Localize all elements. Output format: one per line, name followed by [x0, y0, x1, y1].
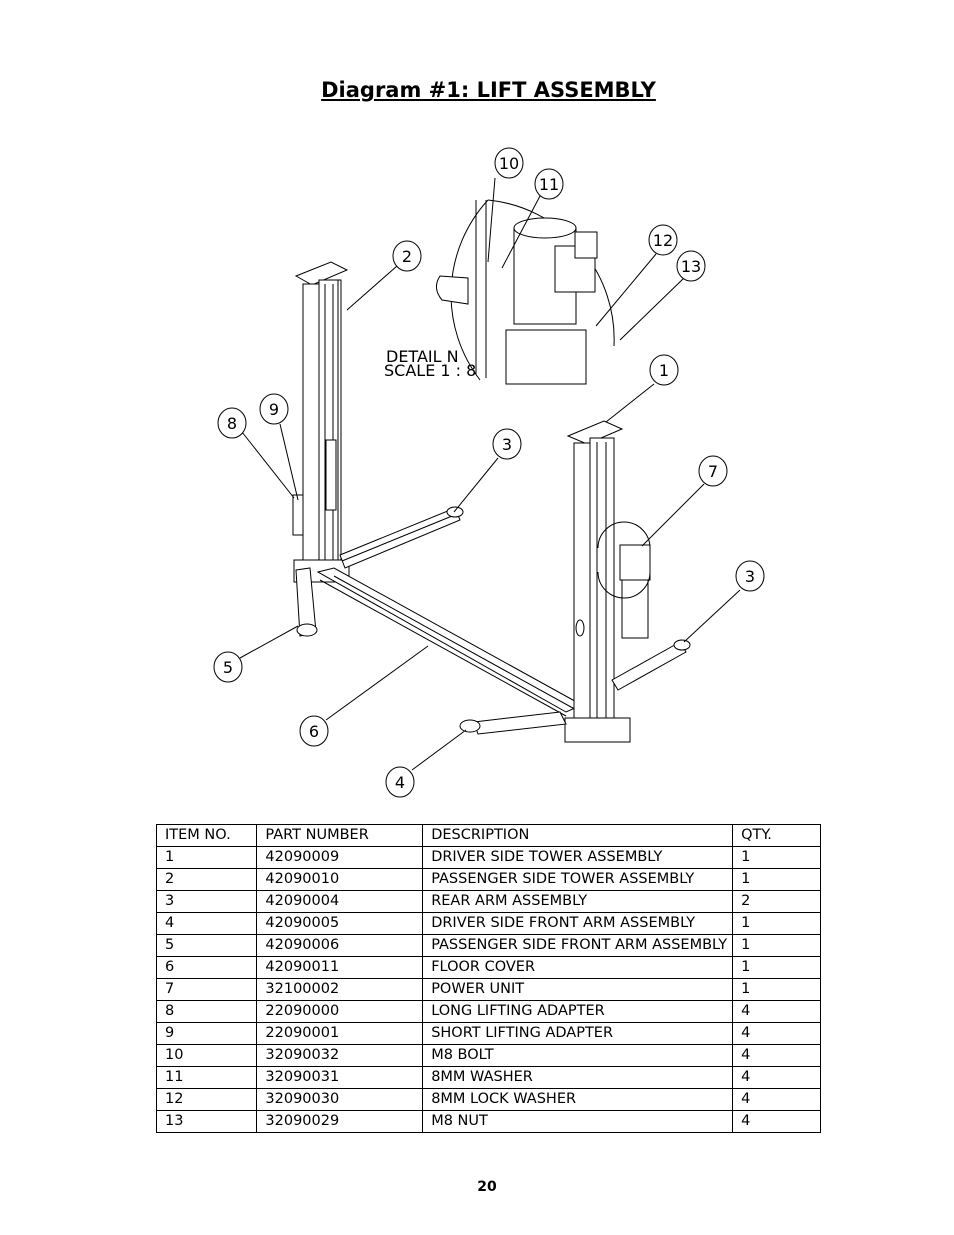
driver-side-tower — [565, 421, 630, 742]
cell-qty: 4 — [733, 1023, 821, 1045]
svg-text:3: 3 — [501, 435, 513, 454]
cell-item: 4 — [157, 913, 257, 935]
cell-qty: 2 — [733, 891, 821, 913]
cell-item: 9 — [157, 1023, 257, 1045]
cell-part: 32090032 — [257, 1045, 423, 1067]
header-description: DESCRIPTION — [423, 825, 733, 847]
header-qty: QTY. — [733, 825, 821, 847]
cell-part: 22090000 — [257, 1001, 423, 1023]
cell-part: 22090001 — [257, 1023, 423, 1045]
cell-desc: DRIVER SIDE TOWER ASSEMBLY — [423, 847, 733, 869]
cell-qty: 4 — [733, 1045, 821, 1067]
svg-text:11: 11 — [538, 175, 560, 194]
svg-text:3: 3 — [744, 567, 756, 586]
svg-text:2: 2 — [401, 247, 413, 266]
cell-part: 42090009 — [257, 847, 423, 869]
table-row — [157, 935, 821, 957]
cell-item: 3 — [157, 891, 257, 913]
svg-text:8: 8 — [226, 414, 238, 433]
table-row — [157, 869, 821, 891]
cell-item: 6 — [157, 957, 257, 979]
header-part-number: PART NUMBER — [257, 825, 423, 847]
cell-item: 12 — [157, 1089, 257, 1111]
cell-item: 7 — [157, 979, 257, 1001]
cell-desc: PASSENGER SIDE FRONT ARM ASSEMBLY — [423, 935, 733, 957]
svg-text:13: 13 — [680, 257, 702, 276]
callout-4 — [386, 767, 414, 797]
front-arm-right — [460, 712, 566, 734]
svg-text:6: 6 — [308, 722, 320, 741]
table-row — [157, 1023, 821, 1045]
cell-part: 42090005 — [257, 913, 423, 935]
cell-part: 42090010 — [257, 869, 423, 891]
cell-part: 42090006 — [257, 935, 423, 957]
detail-label: DETAIL N — [386, 347, 459, 366]
cell-qty: 4 — [733, 1001, 821, 1023]
cell-qty: 1 — [733, 869, 821, 891]
cell-qty: 1 — [733, 935, 821, 957]
floor-cover — [318, 568, 582, 716]
callout-13 — [677, 251, 705, 281]
cell-desc: 8MM LOCK WASHER — [423, 1089, 733, 1111]
page-number: 20 — [477, 1179, 497, 1195]
table-row — [157, 1001, 821, 1023]
cell-item: 2 — [157, 869, 257, 891]
cell-desc: DRIVER SIDE FRONT ARM ASSEMBLY — [423, 913, 733, 935]
table-row — [157, 913, 821, 935]
cell-item: 5 — [157, 935, 257, 957]
table-row — [157, 891, 821, 913]
table-row — [157, 979, 821, 1001]
table-row — [157, 1089, 821, 1111]
callout-10 — [495, 148, 523, 178]
rear-arm-right — [612, 640, 690, 690]
detail-scale: SCALE 1 : 8 — [384, 361, 477, 380]
table-row — [157, 1045, 821, 1067]
cell-part: 32090029 — [257, 1111, 423, 1133]
cell-item: 11 — [157, 1067, 257, 1089]
cell-qty: 1 — [733, 979, 821, 1001]
cell-item: 10 — [157, 1045, 257, 1067]
cell-qty: 1 — [733, 847, 821, 869]
cell-desc: M8 NUT — [423, 1111, 733, 1133]
cell-desc: PASSENGER SIDE TOWER ASSEMBLY — [423, 869, 733, 891]
cell-desc: POWER UNIT — [423, 979, 733, 1001]
header-item-no: ITEM NO. — [157, 825, 257, 847]
callout-11 — [535, 169, 563, 199]
callout-1 — [650, 355, 678, 385]
cell-desc: SHORT LIFTING ADAPTER — [423, 1023, 733, 1045]
cell-part: 32090030 — [257, 1089, 423, 1111]
svg-text:5: 5 — [222, 658, 234, 677]
svg-text:9: 9 — [268, 400, 280, 419]
cell-qty: 1 — [733, 913, 821, 935]
svg-text:4: 4 — [394, 773, 406, 792]
svg-text:12: 12 — [652, 231, 674, 250]
cell-desc: M8 BOLT — [423, 1045, 733, 1067]
cell-qty: 4 — [733, 1067, 821, 1089]
callout-12 — [649, 225, 677, 255]
cell-qty: 4 — [733, 1111, 821, 1133]
svg-text:1: 1 — [658, 361, 670, 380]
cell-item: 13 — [157, 1111, 257, 1133]
table-row — [157, 957, 821, 979]
table-row — [157, 847, 821, 869]
svg-text:10: 10 — [498, 154, 520, 173]
cell-desc: FLOOR COVER — [423, 957, 733, 979]
detail-n-view — [384, 200, 614, 384]
cell-desc: REAR ARM ASSEMBLY — [423, 891, 733, 913]
callout-5 — [214, 652, 242, 682]
cell-part: 32090031 — [257, 1067, 423, 1089]
cell-qty: 1 — [733, 957, 821, 979]
callout-7 — [699, 456, 727, 486]
cell-qty: 4 — [733, 1089, 821, 1111]
callout-9 — [260, 394, 288, 424]
callout-8 — [218, 408, 246, 438]
callout-2 — [393, 241, 421, 271]
callout-3b — [736, 561, 764, 591]
parts-table — [156, 824, 821, 1133]
table-row — [157, 1067, 821, 1089]
svg-text:7: 7 — [707, 462, 719, 481]
cell-desc: LONG LIFTING ADAPTER — [423, 1001, 733, 1023]
cell-item: 1 — [157, 847, 257, 869]
cell-desc: 8MM WASHER — [423, 1067, 733, 1089]
cell-part: 42090011 — [257, 957, 423, 979]
cell-part: 42090004 — [257, 891, 423, 913]
callout-3 — [493, 429, 521, 459]
cell-part: 32100002 — [257, 979, 423, 1001]
rear-arm-left — [340, 507, 463, 568]
table-row — [157, 1111, 821, 1133]
callout-6 — [300, 716, 328, 746]
page-title: Diagram #1: LIFT ASSEMBLY — [321, 78, 656, 102]
cell-item: 8 — [157, 1001, 257, 1023]
table-header-row — [157, 825, 821, 847]
